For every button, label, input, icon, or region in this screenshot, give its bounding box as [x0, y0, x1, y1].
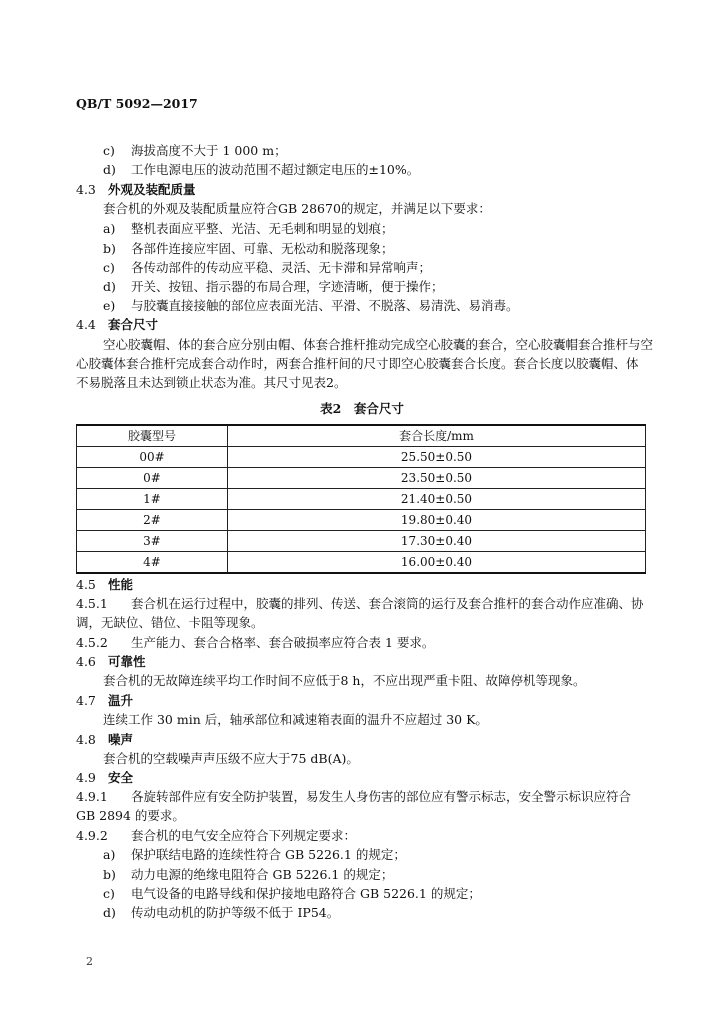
section-heading-4-5: 4.5 性能 — [76, 577, 134, 592]
dimensions-table — [76, 424, 646, 574]
page-number: 2 — [86, 955, 93, 968]
paragraph-line: 4.9.1 各旋转部件应有安全防护装置，易发生人身伤害的部位应有警示标志，安全警示标识应符合 — [76, 789, 632, 804]
list-item: d) 开关、按钮、指示器的布局合理，字迹清晰，便于操作； — [103, 279, 444, 294]
section-heading-4-3: 4.3 外观及装配质量 — [76, 182, 196, 197]
table-cell: 2# — [77, 510, 228, 531]
paragraph: 连续工作 30 min 后，轴承部位和减速箱表面的温升不应超过 30 K。 — [103, 712, 488, 727]
paragraph-line: 4.9.2 套合机的电气安全应符合下列规定要求： — [76, 828, 357, 843]
table-caption: 表2 套合尺寸 — [320, 401, 404, 416]
column-header: 胶囊型号 — [77, 425, 228, 447]
paragraph-line: 调，无缺位、错位、卡阻等现象。 — [76, 615, 264, 630]
list-item: b) 动力电源的绝缘电阻符合 GB 5226.1 的规定； — [103, 867, 394, 882]
table-row — [77, 552, 646, 574]
paragraph-line: 空心胶囊帽、体的套合应分别由帽、体套合推杆推动完成空心胶囊的套合，空心胶囊帽套合推杆与空 — [103, 337, 654, 352]
paragraph: 套合机的无故障连续平均工作时间不应低于8 h，不应出现严重卡阻、故障停机等现象。 — [103, 673, 586, 688]
table-cell: 23.50±0.50 — [228, 468, 646, 489]
list-item: e) 与胶囊直接接触的部位应表面光洁、平滑、不脱落、易清洗、易消毒。 — [103, 298, 519, 313]
table-row — [77, 468, 646, 489]
paragraph-line: 4.5.1 套合机在运行过程中，胶囊的排列、传送、套合滚筒的运行及套合推杆的套合动作应准确、协 — [76, 596, 644, 611]
section-heading-4-9: 4.9 安全 — [76, 770, 134, 785]
paragraph-line: 心胶囊体套合推杆完成套合动作时，两套合推杆间的尺寸即空心胶囊套合长度。套合长度以胶囊帽、体 — [76, 356, 639, 371]
section-heading-4-4: 4.4 套合尺寸 — [76, 317, 159, 332]
list-item: c) 海拔高度不大于 1 000 m； — [103, 143, 287, 158]
paragraph-line: 不易脱落且未达到锁止状态为准。其尺寸见表2。 — [76, 375, 347, 390]
table-cell: 21.40±0.50 — [228, 489, 646, 510]
table-cell: 19.80±0.40 — [228, 510, 646, 531]
table-cell: 16.00±0.40 — [228, 552, 646, 574]
standard-number: QB/T 5092—2017 — [76, 96, 198, 111]
table-cell: 0# — [77, 468, 228, 489]
section-heading-4-7: 4.7 温升 — [76, 693, 134, 708]
paragraph-line: GB 2894 的要求。 — [76, 808, 185, 823]
list-item: d) 工作电源电压的波动范围不超过额定电压的±10%。 — [103, 162, 420, 177]
list-item: d) 传动电动机的防护等级不低于 IP54。 — [103, 905, 340, 920]
list-item: a) 整机表面应平整、光洁、无毛刺和明显的划痕； — [103, 221, 394, 236]
table-cell: 3# — [77, 531, 228, 552]
table-row — [77, 510, 646, 531]
list-item: b) 各部件连接应牢固、可靠、无松动和脱落现象； — [103, 241, 394, 256]
table-cell: 17.30±0.40 — [228, 531, 646, 552]
list-item: a) 保护联结电路的连续性符合 GB 5226.1 的规定； — [103, 847, 406, 862]
list-item: c) 各传动部件的传动应平稳、灵活、无卡滞和异常响声； — [103, 260, 432, 275]
table-header-row — [77, 425, 646, 447]
paragraph: 套合机的空载噪声声压级不应大于75 dB(A)。 — [103, 751, 359, 766]
section-heading-4-8: 4.8 噪声 — [76, 732, 134, 747]
table-cell: 4# — [77, 552, 228, 574]
table-row — [77, 447, 646, 468]
paragraph-line: 4.5.2 生产能力、套合合格率、套合破损率应符合表 1 要求。 — [76, 635, 435, 650]
list-item: c) 电气设备的电路导线和保护接地电路符合 GB 5226.1 的规定； — [103, 886, 481, 901]
paragraph: 套合机的外观及装配质量应符合GB 28670的规定，并满足以下要求： — [103, 201, 491, 216]
table-cell: 1# — [77, 489, 228, 510]
table-row — [77, 489, 646, 510]
table-cell: 25.50±0.50 — [228, 447, 646, 468]
table-cell: 00# — [77, 447, 228, 468]
column-header: 套合长度/mm — [228, 425, 646, 447]
table-row — [77, 531, 646, 552]
section-heading-4-6: 4.6 可靠性 — [76, 654, 146, 669]
